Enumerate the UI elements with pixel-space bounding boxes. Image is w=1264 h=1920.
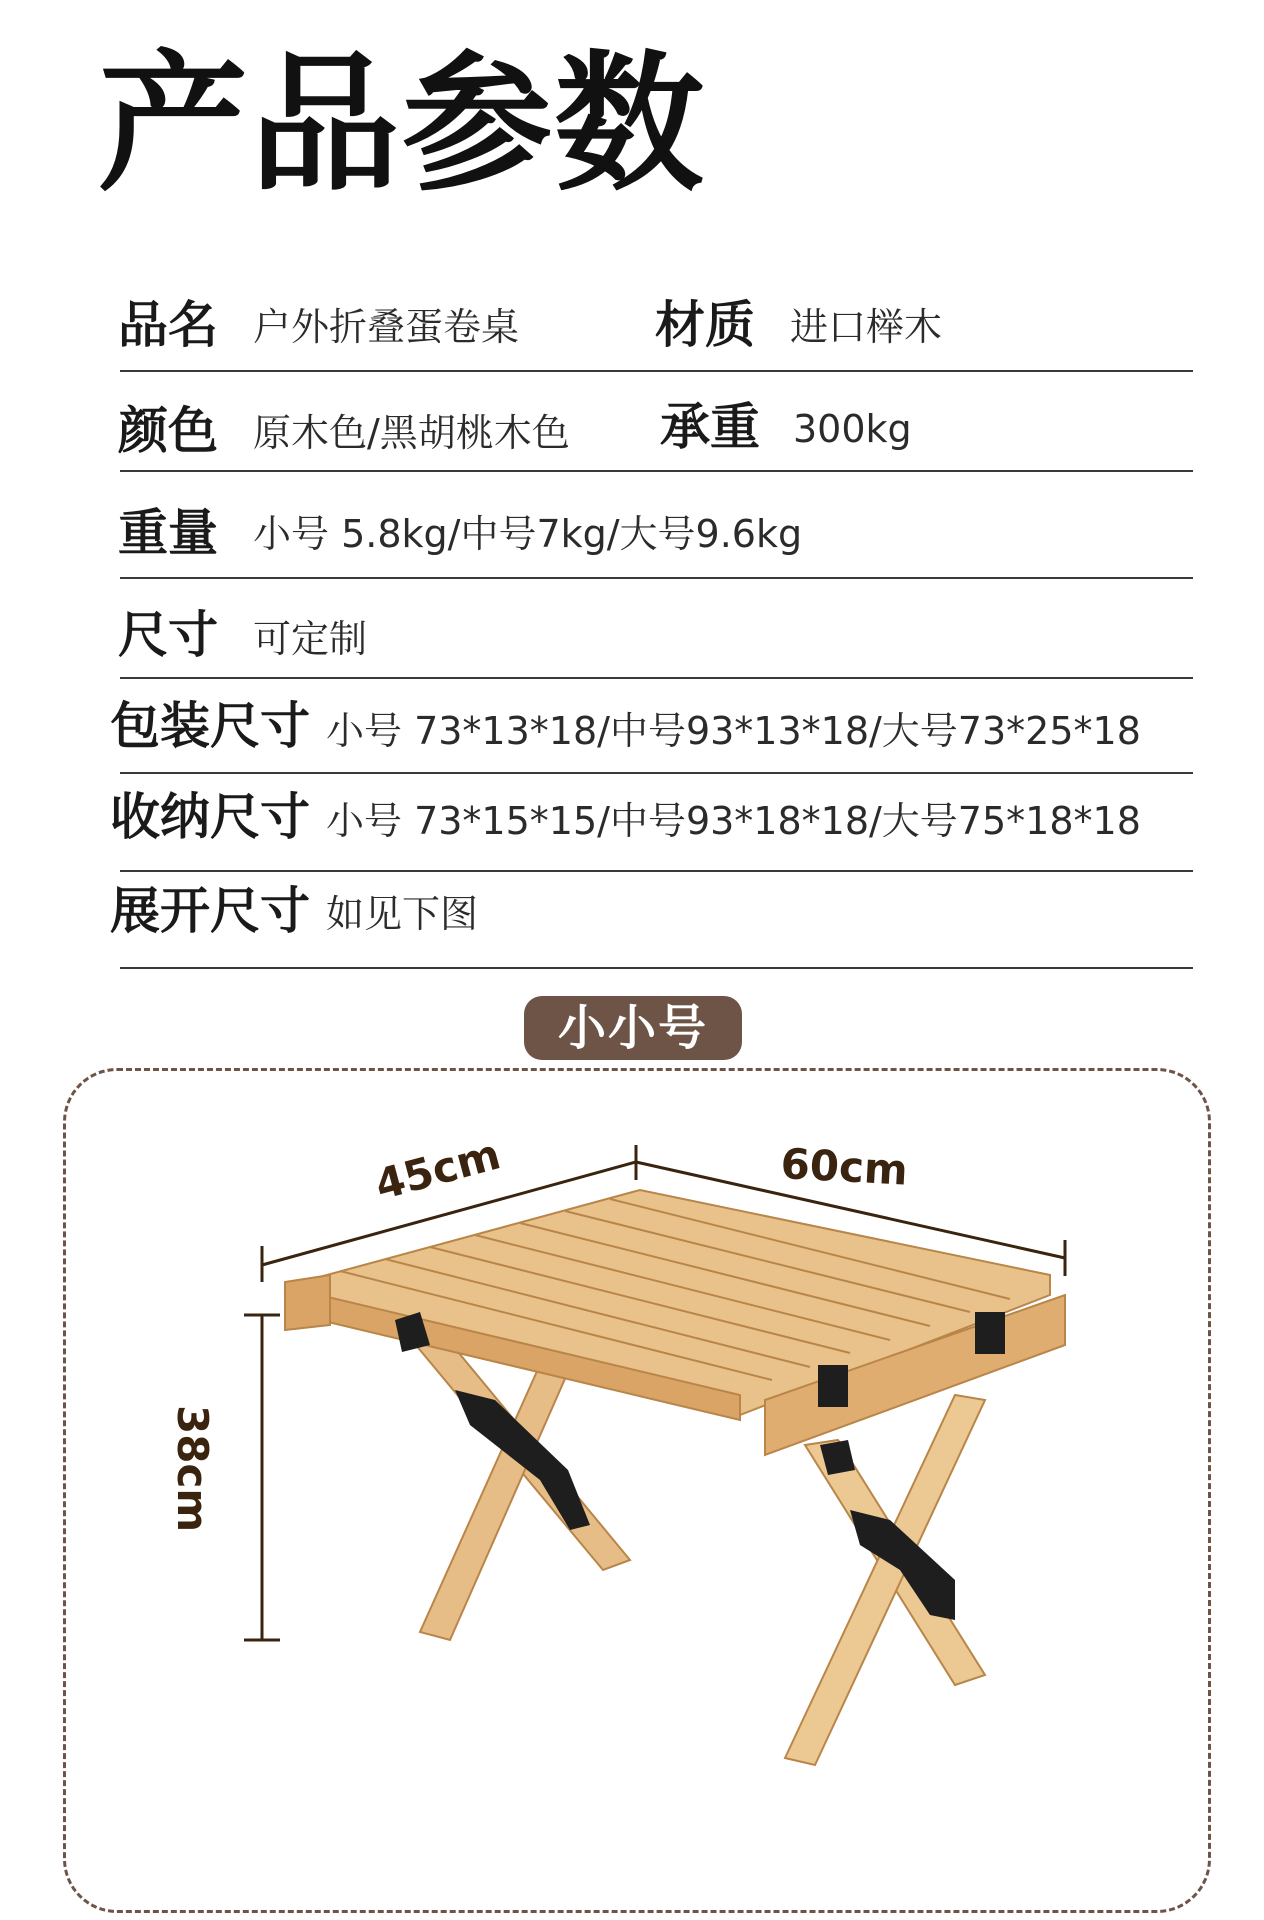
storage-value: 小号 73*15*15/中号93*18*18/大号75*18*18 <box>326 799 1141 843</box>
width-dimension-label: 45cm <box>369 1129 506 1210</box>
unfold-label: 展开尺寸 <box>110 882 310 940</box>
weight-label: 重量 <box>118 504 218 562</box>
weight-value: 小号 5.8kg/中号7kg/大号9.6kg <box>253 512 803 556</box>
size-label: 尺寸 <box>118 606 218 664</box>
name-label: 品名 <box>118 296 218 354</box>
height-dimension-line <box>244 1315 280 1640</box>
color-value: 原木色/黑胡桃木色 <box>253 411 570 455</box>
page-title: 产品参数 <box>98 38 707 212</box>
unfold-value: 如见下图 <box>326 892 479 936</box>
size-value: 可定制 <box>253 617 368 661</box>
load-label: 承重 <box>660 398 760 456</box>
name-value: 户外折叠蛋卷桌 <box>253 305 520 349</box>
color-label: 颜色 <box>118 402 218 460</box>
storage-label: 收纳尺寸 <box>110 788 310 846</box>
length-dimension-label: 60cm <box>779 1139 909 1195</box>
material-label: 材质 <box>655 296 755 354</box>
material-value: 进口榉木 <box>790 305 943 349</box>
height-dimension-label: 38cm <box>168 1405 217 1533</box>
size-badge: 小小号 <box>524 996 742 1060</box>
package-label: 包装尺寸 <box>110 697 310 755</box>
load-value: 300kg <box>793 407 912 451</box>
package-value: 小号 73*13*18/中号93*13*18/大号73*25*18 <box>326 709 1141 753</box>
